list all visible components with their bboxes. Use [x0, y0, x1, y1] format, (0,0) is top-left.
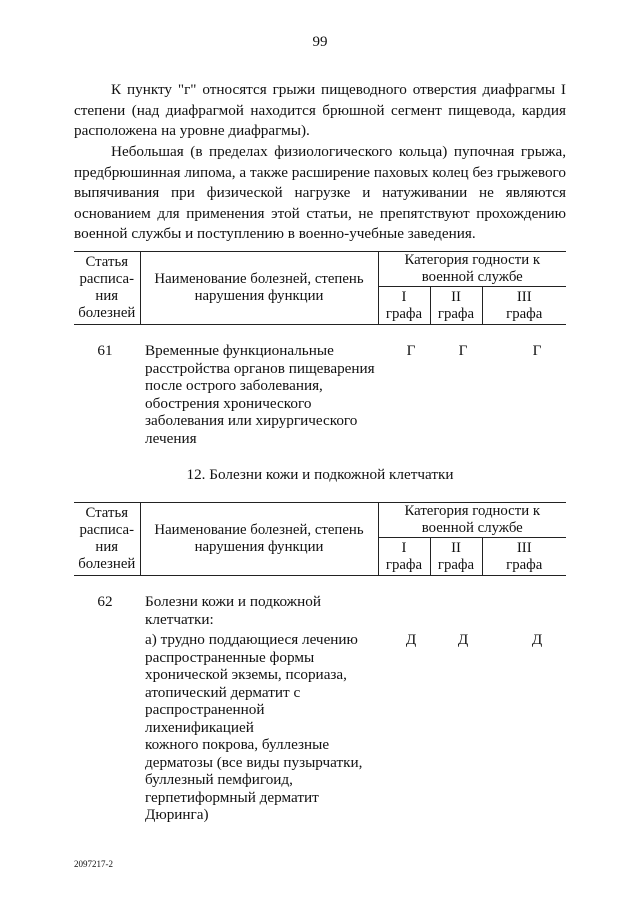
page-number: 99	[312, 34, 328, 50]
category-col-3: Г	[532, 342, 542, 359]
header-col-3: III графа	[482, 287, 566, 325]
category-col-2: Г	[458, 342, 468, 359]
header-col-1: I графа	[378, 538, 430, 576]
article-number: 61	[97, 342, 113, 359]
header-col-2: II графа	[430, 538, 482, 576]
header-disease-name: Наименование болезней, степень нарушения функции	[140, 503, 378, 576]
disease-description: Временные функциональные расстройства органов пищеварения после острого заболевания, обострения хронического заболевания или хирургического лечения	[145, 342, 375, 447]
footer-code: 2097217-2	[74, 859, 113, 869]
paragraph-hernia-note: К пункту "г" относятся грыжи пищеводного отверстия диафрагмы I степени (над диафрагмой находится брюшной сегмент пищевода, кардия расположена на уровне диафрагмы).	[74, 81, 566, 139]
table-header-1	[74, 251, 566, 325]
disease-group-title: Болезни кожи и подкожной клетчатки:	[145, 593, 322, 628]
category-col-1: Д	[405, 631, 417, 648]
category-col-1: Г	[406, 342, 416, 359]
header-article: Статья расписа- ния болезней	[74, 503, 140, 576]
article-number: 62	[97, 593, 113, 610]
header-col-3: III графа	[482, 538, 566, 576]
header-article: Статья расписа- ния болезней	[74, 252, 140, 325]
category-col-3: Д	[531, 631, 543, 648]
disease-description: а) трудно поддающиеся лечению распространенные формы хронической экземы, псориаза, атопический дерматит с распространенной лихенификацией кожного покрова, буллезные дерматозы (все виды пузырчатки, буллезный пемфигоид, герпетиформный дерматит Дюринга)	[145, 631, 363, 823]
header-disease-name: Наименование болезней, степень нарушения функции	[140, 252, 378, 325]
header-col-1: I графа	[378, 287, 430, 325]
header-col-2: II графа	[430, 287, 482, 325]
header-category: Категория годности к военной службе	[378, 252, 566, 287]
header-category: Категория годности к военной службе	[378, 503, 566, 538]
section-title: 12. Болезни кожи и подкожной клетчатки	[186, 466, 454, 483]
category-col-2: Д	[457, 631, 469, 648]
table-header-2	[74, 502, 566, 576]
paragraph-umbilical-note: Небольшая (в пределах физиологического кольца) пупочная грыжа, предбрюшинная липома, а также расширение паховых колец без грыжевого выпячивания при физической нагрузке и натуживании не являются основанием для применения этой статьи, не препятствуют прохождению военной службы и поступлению в военно-учебные заведения.	[74, 143, 566, 242]
